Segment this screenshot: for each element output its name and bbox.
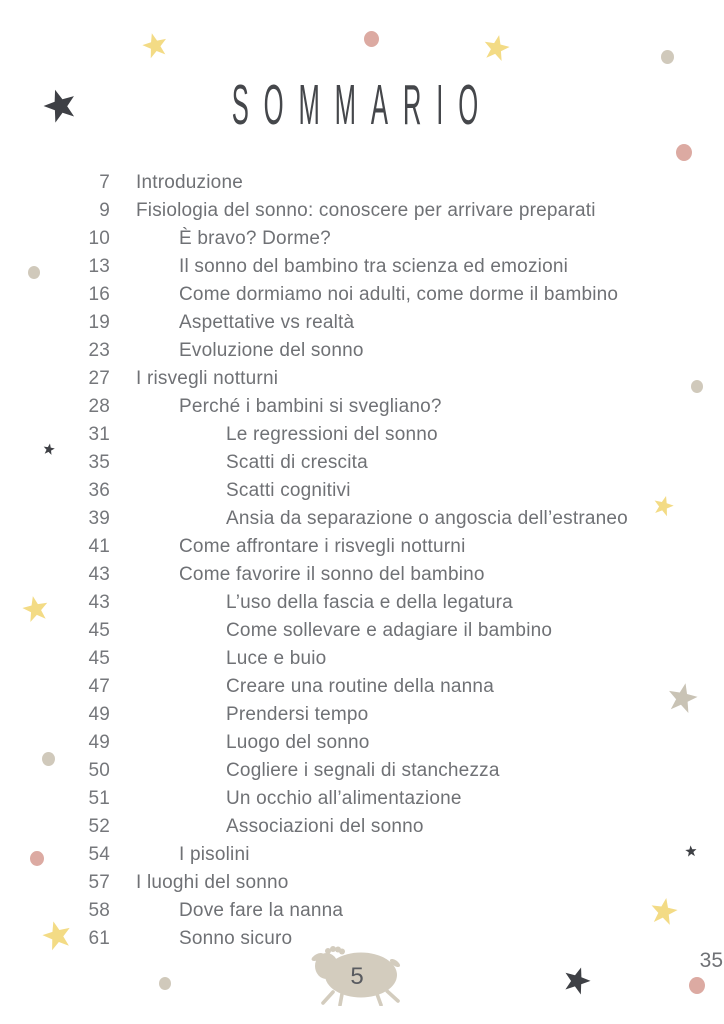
toc-entry-label: I luoghi del sonno bbox=[136, 872, 289, 893]
toc-page-number: 52 bbox=[88, 816, 110, 837]
sheep-illustration bbox=[311, 944, 401, 1006]
toc-page-number: 49 bbox=[88, 704, 110, 725]
toc-entry-label: Scatti di crescita bbox=[226, 452, 368, 473]
dot-decoration bbox=[30, 851, 44, 866]
toc-row bbox=[0, 309, 724, 337]
toc-page-number: 13 bbox=[88, 256, 110, 277]
toc-entry-label: Cogliere i segnali di stanchezza bbox=[226, 760, 500, 781]
toc-entry-label: Luce e buio bbox=[226, 648, 327, 669]
toc-page-number: 43 bbox=[88, 592, 110, 613]
toc-page-number: 41 bbox=[88, 536, 110, 557]
star-icon bbox=[43, 443, 55, 455]
dot-decoration bbox=[691, 380, 703, 393]
star-icon bbox=[42, 920, 72, 950]
toc-entry-label: Un occhio all’alimentazione bbox=[226, 788, 462, 809]
star-icon bbox=[22, 595, 49, 622]
star-icon bbox=[650, 897, 678, 925]
toc-row bbox=[0, 225, 724, 253]
toc-page-number: 7 bbox=[99, 172, 110, 193]
toc-page-number: 10 bbox=[88, 228, 110, 249]
toc-page-number: 31 bbox=[88, 424, 110, 445]
star-icon bbox=[43, 88, 77, 122]
toc-row bbox=[0, 785, 724, 813]
toc-entry-label: Le regressioni del sonno bbox=[226, 424, 438, 445]
toc-page-number: 54 bbox=[88, 844, 110, 865]
toc-entry-label: Introduzione bbox=[136, 172, 243, 193]
dot-decoration bbox=[28, 266, 40, 279]
star-icon bbox=[653, 495, 674, 516]
toc-entry-label: Prendersi tempo bbox=[226, 704, 369, 725]
toc-entry-label: Fisiologia del sonno: conoscere per arrivare preparati bbox=[136, 200, 596, 221]
toc-row bbox=[0, 645, 724, 673]
toc-page-number: 57 bbox=[88, 872, 110, 893]
toc-entry-label: Associazioni del sonno bbox=[226, 816, 424, 837]
toc-entry-label: Il sonno del bambino tra scienza ed emozioni bbox=[179, 256, 569, 277]
toc-entry-label: Evoluzione del sonno bbox=[179, 340, 364, 361]
toc-row bbox=[0, 253, 724, 281]
star-icon bbox=[142, 32, 168, 58]
toc-row bbox=[0, 701, 724, 729]
toc-row bbox=[0, 757, 724, 785]
toc-entry-label: È bravo? Dorme? bbox=[179, 228, 331, 249]
dot-decoration bbox=[159, 977, 171, 990]
star-icon bbox=[667, 682, 698, 713]
toc-row bbox=[0, 421, 724, 449]
toc-page-number: 19 bbox=[88, 312, 110, 333]
toc-row bbox=[0, 169, 724, 197]
dot-decoration bbox=[661, 50, 674, 64]
sheep-icon bbox=[311, 944, 401, 1006]
toc-page-number: 43 bbox=[88, 564, 110, 585]
toc-entry-label: Perché i bambini si svegliano? bbox=[179, 396, 442, 417]
dot-decoration bbox=[364, 31, 379, 47]
toc-entry-label: Sonno sicuro bbox=[179, 928, 293, 949]
toc-row bbox=[0, 365, 724, 393]
toc-row bbox=[0, 673, 724, 701]
toc-page-number: 58 bbox=[88, 900, 110, 921]
star-icon bbox=[563, 966, 591, 994]
toc-page-number: 51 bbox=[88, 788, 110, 809]
toc-page-number: 45 bbox=[88, 620, 110, 641]
star-icon bbox=[685, 845, 697, 857]
table-of-contents bbox=[0, 169, 724, 953]
toc-page-number: 49 bbox=[88, 732, 110, 753]
toc-entry-label: L’uso della fascia e della legatura bbox=[226, 592, 513, 613]
toc-row bbox=[0, 281, 724, 309]
toc-entry-label: Come favorire il sonno del bambino bbox=[179, 564, 485, 585]
toc-page-number: 36 bbox=[88, 480, 110, 501]
toc-page-number: 45 bbox=[88, 648, 110, 669]
toc-page-number: 35 bbox=[88, 452, 110, 473]
toc-row bbox=[0, 729, 724, 757]
toc-page-number: 61 bbox=[88, 928, 110, 949]
toc-page-number: 27 bbox=[88, 368, 110, 389]
toc-page-number: 28 bbox=[88, 396, 110, 417]
toc-entry-label: Luogo del sonno bbox=[226, 732, 370, 753]
toc-entry-label: Come dormiamo noi adulti, come dorme il bambino bbox=[179, 284, 619, 305]
toc-row bbox=[0, 813, 724, 841]
toc-entry-label: Scatti cognitivi bbox=[226, 480, 351, 501]
toc-page-number: 47 bbox=[88, 676, 110, 697]
toc-row bbox=[0, 589, 724, 617]
toc-entry-label: Ansia da separazione o angoscia dell’estraneo bbox=[226, 508, 628, 529]
dot-decoration bbox=[689, 977, 705, 994]
toc-row bbox=[0, 197, 724, 225]
toc-row bbox=[0, 505, 724, 533]
dot-decoration bbox=[42, 752, 55, 766]
toc-page-number: 16 bbox=[88, 284, 110, 305]
dot-decoration bbox=[676, 144, 692, 161]
toc-row bbox=[0, 561, 724, 589]
toc-page-number: 9 bbox=[99, 200, 110, 221]
toc-page-number: 23 bbox=[88, 340, 110, 361]
toc-entry-label: I risvegli notturni bbox=[136, 368, 279, 389]
toc-row bbox=[0, 449, 724, 477]
toc-row bbox=[0, 869, 724, 897]
toc-row bbox=[0, 897, 724, 925]
toc-entry-label: Come affrontare i risvegli notturni bbox=[179, 536, 466, 557]
star-icon bbox=[483, 34, 510, 61]
toc-page-number: 39 bbox=[88, 508, 110, 529]
sheep-page-number: 5 bbox=[350, 963, 364, 990]
toc-row bbox=[0, 393, 724, 421]
toc-page-number: 50 bbox=[88, 760, 110, 781]
print-page-number: 35 bbox=[699, 949, 723, 972]
toc-entry-label: Come sollevare e adagiare il bambino bbox=[226, 620, 553, 641]
toc-entry-label: Creare una routine della nanna bbox=[226, 676, 494, 697]
toc-entry-label: Dove fare la nanna bbox=[179, 900, 344, 921]
page-title: SOMMARIO bbox=[231, 73, 493, 137]
toc-row bbox=[0, 617, 724, 645]
toc-row bbox=[0, 841, 724, 869]
toc-row bbox=[0, 533, 724, 561]
toc-entry-label: I pisolini bbox=[179, 844, 250, 865]
toc-entry-label: Aspettative vs realtà bbox=[179, 312, 355, 333]
page-title-wrap bbox=[0, 73, 724, 137]
toc-row bbox=[0, 337, 724, 365]
toc-row bbox=[0, 477, 724, 505]
